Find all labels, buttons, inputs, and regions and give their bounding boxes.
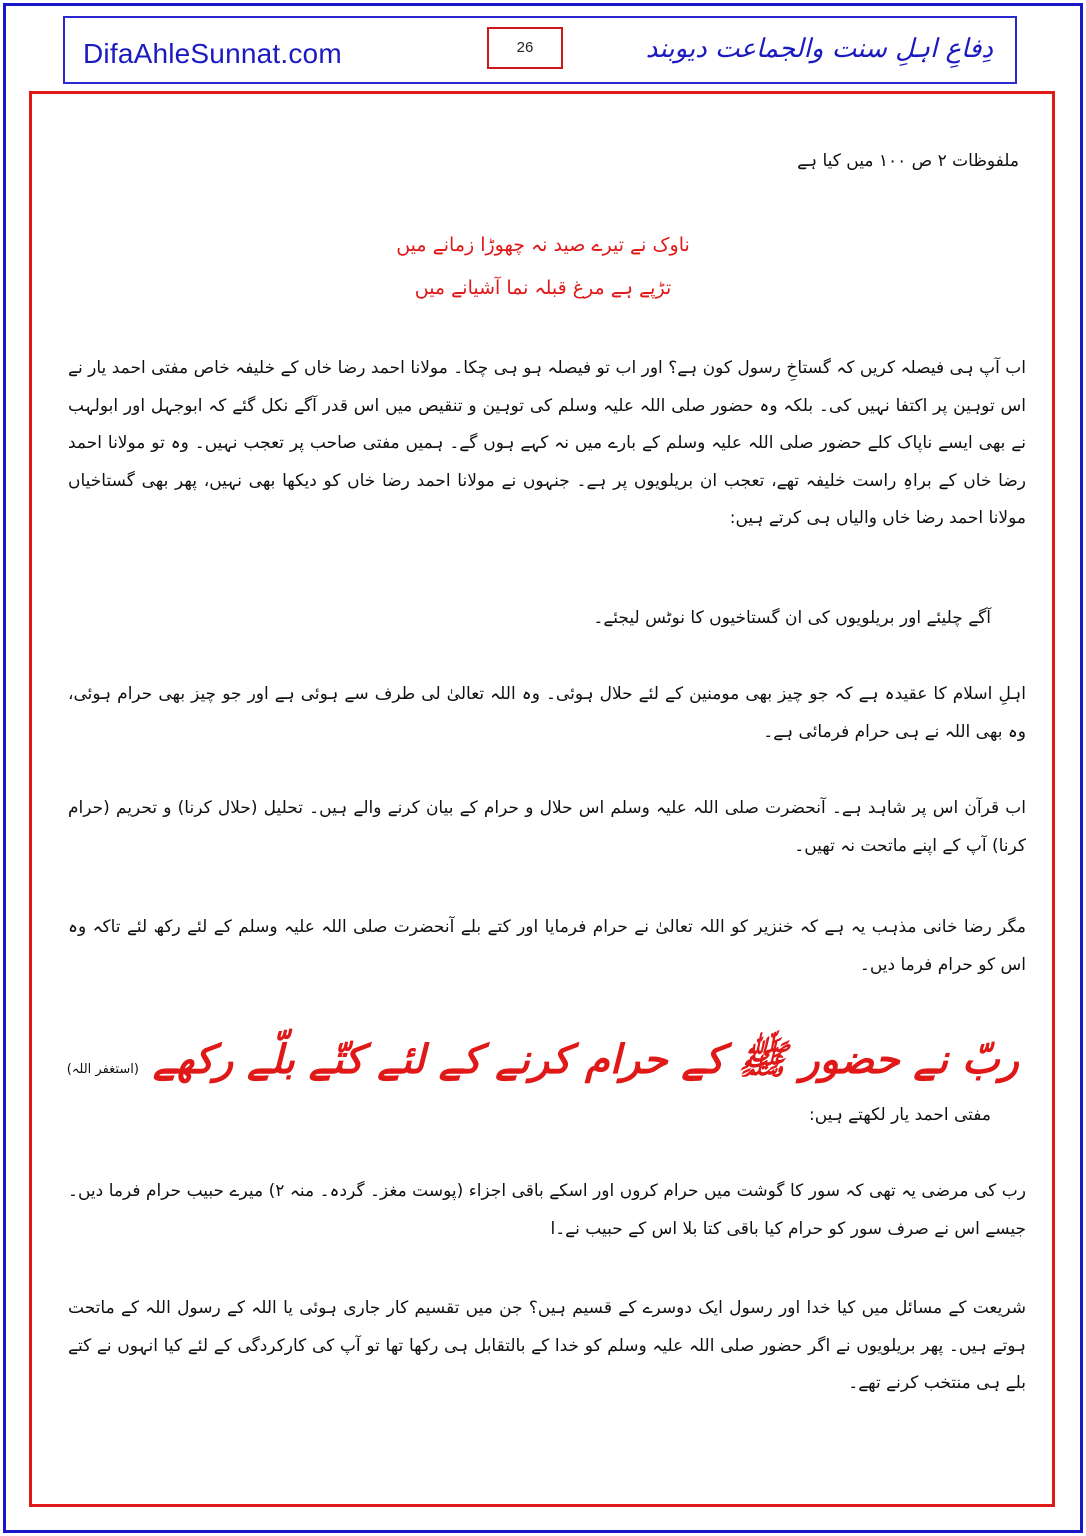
headline-note: (استغفر اللہ): [66, 1062, 139, 1077]
headline-text: ربّ نے حضور ﷺ کے حرام کرنے کے لئے کتّے بلّے رکھے: [152, 1036, 1019, 1083]
page-header: [63, 16, 1017, 84]
paragraph-8: شریعت کے مسائل میں کیا خدا اور رسول ایک دوسرے کے قسیم ہیں؟ جن میں تقسیم کار جاری ہوئی یا اللہ کے رسول اللہ کے ماتحت ہوتے ہیں۔ پھر بریلویوں نے اگر حضور صلی اللہ علیہ وسلم کو خدا کے بالتقابل ہی رکھا تھا تو آپ کی کارکردگی کے لئے کیا انہوں نے کتے بلے ہی منتخب کرنے تھے۔: [68, 1298, 1026, 1393]
brand-title: دِفاعِ اہلِ سنت والجماعت دیوبند: [645, 34, 993, 64]
paragraph-4: اب قرآن اس پر شاہد ہے۔ آنحضرت صلی اللہ علیہ وسلم اس حلال و حرام کے بیان کرنے والے ہیں۔ تحلیل (حلال کرنا) و تحریم (حرام کرنا) آپ کے اپنے ماتحت نہ تھیں۔: [68, 798, 1026, 856]
paragraph-5: مگر رضا خانی مذہب یہ ہے کہ خنزیر کو اللہ تعالیٰ نے حرام فرمایا اور کتے بلے آنحضرت صلی اللہ علیہ وسلم کے لئے رکھ لئے تاکہ وہ اس کو حرام فرما دیں۔: [68, 917, 1026, 975]
page-number: 26: [487, 27, 563, 69]
paragraph-3: اہلِ اسلام کا عقیدہ ہے کہ جو چیز بھی مومنین کے لئے حلال ہوئی۔ وہ اللہ تعالیٰ لی طرف سے ہوئی ہے اور جو چیز بھی حرام ہوئی، وہ بھی اللہ نے ہی حرام فرمائی ہے۔: [68, 684, 1026, 742]
intro-line: ملفوظات ۲ ص ۱۰۰ میں کیا ہے: [797, 151, 1019, 171]
verse-line-2: تڑپے ہے مرغ قبلہ نما آشیانے میں: [414, 277, 672, 299]
paragraph-1: اب آپ ہی فیصلہ کریں کہ گستاخِ رسول کون ہے؟ اور اب تو فیصلہ ہو ہی چکا۔ مولانا احمد رضا خاں کے خلیفہ خاص مفتی احمد یار نے اس توہین پر اکتفا نہیں کی۔ بلکہ وہ حضور صلی اللہ علیہ وسلم کی توہین و تنقیص میں اس قدر آگے نکل گئے کہ ابوجہل اور ابولہب نے بھی ایسے ناپاک کلے حضور صلی اللہ علیہ وسلم کے بارے میں نہ کہے ہوں گے۔ ہمیں مفتی صاحب پر تعجب نہیں۔ وہ تو مولانا احمد رضا خاں کے براہِ راست خلیفہ تھے، تعجب ان بریلویوں پر ہے۔ جنہوں نے مولانا احمد رضا خاں کو دیکھا بھی نہیں، پھر بھی گستاخیاں مولانا احمد رضا خاں والیاں ہی کرتے ہیں:: [68, 358, 1026, 528]
paragraph-2: آگے چلیئے اور بریلویوں کی ان گستاخیوں کا نوٹس لیجئے۔: [593, 608, 991, 628]
site-name[interactable]: DifaAhleSunnat.com: [83, 38, 342, 69]
paragraph-6: مفتی احمد یار لکھتے ہیں:: [809, 1105, 991, 1125]
paragraph-7: رب کی مرضی یہ تھی کہ سور کا گوشت میں حرام کروں اور اسکے باقی اجزاء (پوست مغز۔ گردہ۔ منہ ۲) میرے حبیب حرام فرما دیں۔ جیسے اس نے صرف سور کو حرام کیا باقی کتا بلا اس کے حبیب نے۔ا: [68, 1181, 1026, 1239]
verse-line-1: ناوک نے تیرے صید نہ چھوڑا زمانے میں: [396, 234, 690, 256]
headline: [67, 1035, 1019, 1093]
